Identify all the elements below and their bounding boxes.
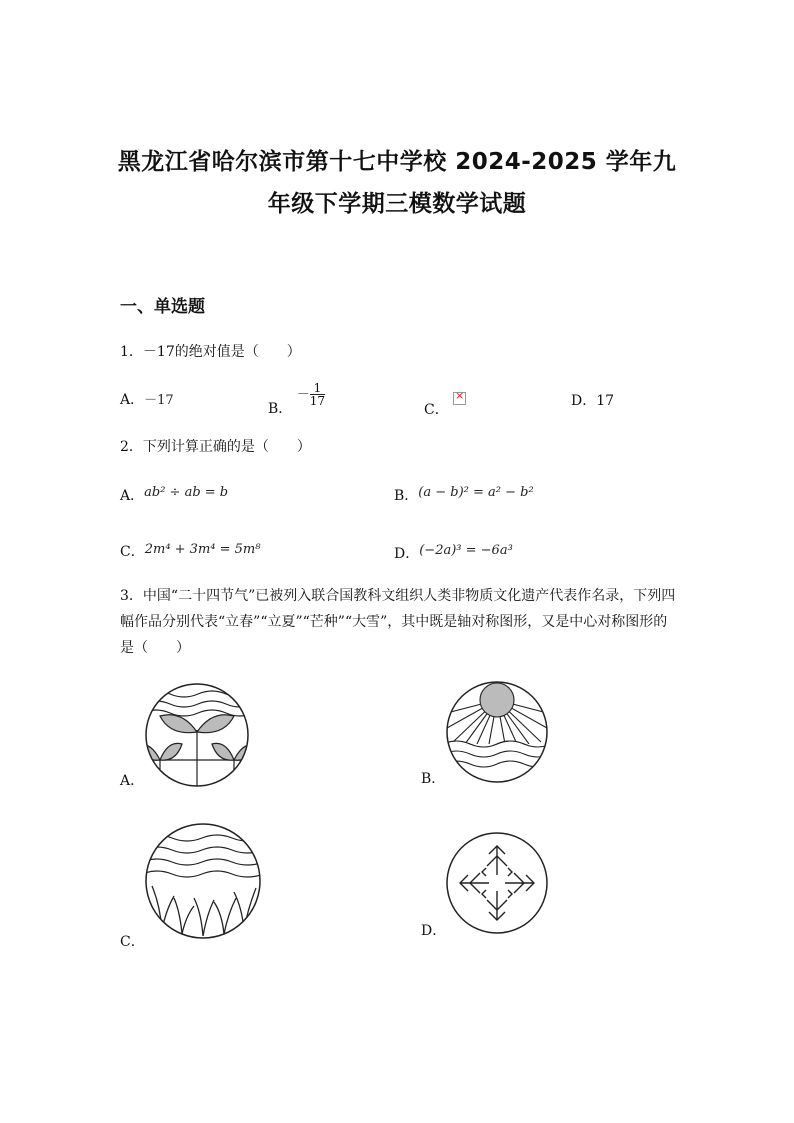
option-value: 17 [596, 393, 615, 409]
option-expression: 2m⁴ + 3m⁴ = 5m⁸ [144, 542, 261, 557]
option-label: B． [268, 400, 293, 417]
q1-option-b[interactable] [268, 381, 326, 417]
question-3-stem: 3．中国“二十四节气”已被列入联合国教科文组织人类非物质文化遗产代表作名录，下列四幅作品分别代表“立春”“立夏”“芒种”“大雪”，其中既是轴对称图形，又是中心对称图形的是（ ） [120, 588, 676, 656]
q2-option-b[interactable] [394, 485, 534, 505]
q2-option-c[interactable] [120, 541, 260, 561]
q2-option-d[interactable] [394, 543, 513, 563]
page-title-line2: 年级下学期三模数学试题 [267, 191, 527, 217]
broken-image-icon: × [453, 392, 466, 405]
q3-option-c-label[interactable]: C． [120, 934, 145, 950]
option-label: D． [571, 393, 597, 409]
fraction-denominator: 17 [309, 394, 326, 408]
q1-option-a[interactable] [120, 389, 174, 409]
option-expression: (a − b)² = a² − b² [418, 485, 534, 500]
q1-option-d[interactable] [571, 390, 614, 410]
q2-option-a[interactable] [120, 485, 228, 505]
q3-option-d-label[interactable]: D． [421, 923, 447, 939]
option-label: A． [120, 488, 145, 504]
page-title-line1: 黑龙江省哈尔滨市第十七中学校 2024-2025 学年九 [117, 149, 677, 175]
lichun-sprout-icon[interactable] [142, 680, 252, 790]
option-label: A． [120, 392, 145, 408]
option-expression: (−2a)³ = −6a³ [419, 543, 513, 558]
option-value: －17 [144, 393, 174, 408]
option-label: C． [424, 402, 449, 418]
option-expression: ab² ÷ ab = b [144, 485, 229, 500]
fraction [310, 382, 325, 407]
fraction-numerator: 1 [310, 382, 325, 395]
daxue-snowflake-icon[interactable] [444, 830, 550, 936]
q1-option-c[interactable] [424, 388, 466, 418]
option-sign: － [296, 387, 310, 403]
question-1-stem: 1．－17的绝对值是（ ） [120, 344, 301, 360]
option-label: C． [120, 544, 145, 560]
option-label: B． [394, 488, 419, 504]
option-label: D． [394, 546, 420, 562]
lixia-sun-icon[interactable] [443, 678, 551, 786]
q3-option-a-label[interactable]: A． [120, 773, 145, 789]
section-heading: 一、单选题 [120, 297, 205, 317]
question-2-stem: 2．下列计算正确的是（ ） [120, 439, 311, 455]
q3-option-b-label[interactable]: B． [421, 771, 446, 787]
mangzhong-grass-icon[interactable] [142, 820, 264, 942]
